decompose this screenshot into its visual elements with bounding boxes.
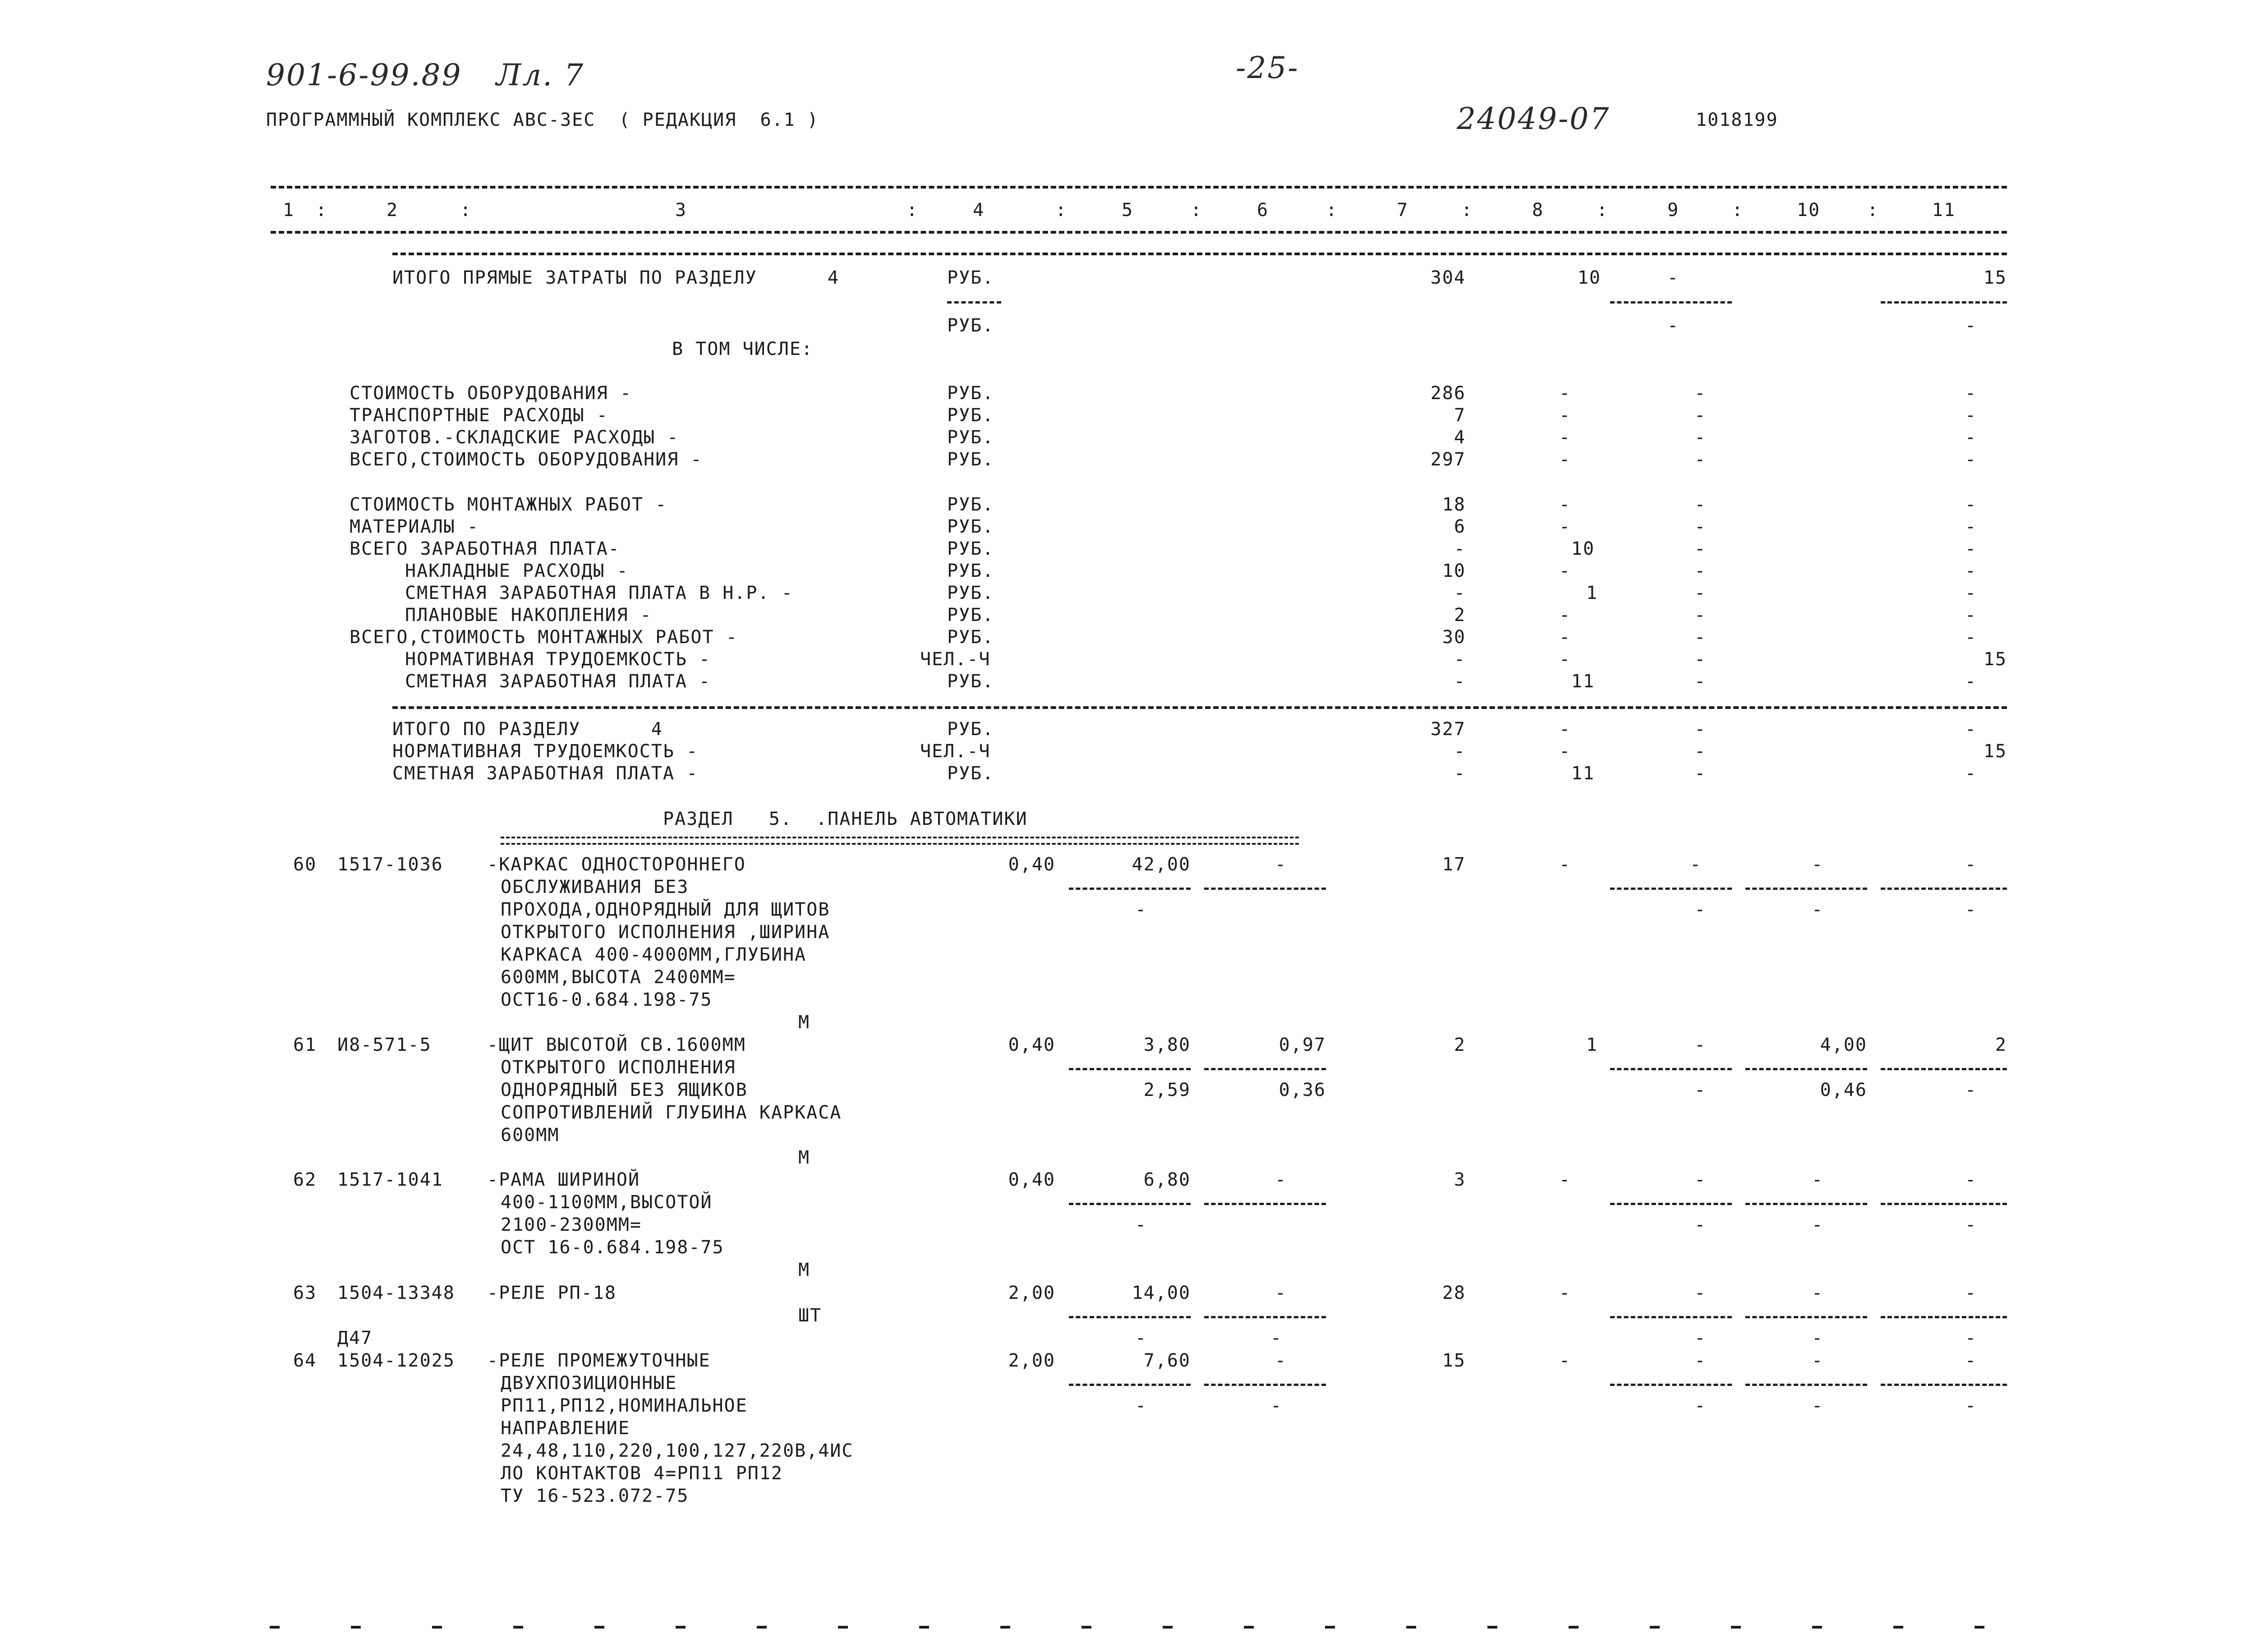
item-code: 1504-13348 bbox=[337, 1283, 455, 1303]
item-c5b: - bbox=[1135, 899, 1147, 920]
item-c9: - bbox=[1694, 1035, 1707, 1055]
subtotal-rule bbox=[1069, 888, 1191, 890]
item-number: 63 bbox=[293, 1283, 317, 1303]
summary-unit: ЧЕЛ.-Ч bbox=[920, 741, 991, 762]
item-c5: 42,00 bbox=[1132, 854, 1191, 875]
sheet-number: Лл. 7 bbox=[496, 58, 585, 92]
item-desc: 600ММ bbox=[501, 1125, 560, 1146]
item-c11b: - bbox=[1965, 1080, 1977, 1100]
item-c7: 17 bbox=[1442, 854, 1466, 875]
summary-c7: 30 bbox=[1442, 627, 1466, 648]
item-desc: ОДНОРЯДНЫЙ БЕЗ ЯЩИКОВ bbox=[501, 1080, 748, 1100]
item-desc: ЛО КОНТАКТОВ 4=РП11 РП12 bbox=[501, 1463, 783, 1484]
subtotal-rule bbox=[1881, 1384, 2007, 1386]
item-desc: -РЕЛЕ ПРОМЕЖУТОЧНЫЕ bbox=[487, 1350, 711, 1371]
perforation-dash bbox=[1163, 1626, 1173, 1629]
perforation-dash bbox=[270, 1626, 280, 1629]
summary-unit: РУБ. bbox=[947, 494, 994, 515]
header-bottom-rule bbox=[271, 231, 2007, 234]
item-c7: 3 bbox=[1454, 1169, 1466, 1190]
item-desc: -РЕЛЕ РП-18 bbox=[487, 1283, 617, 1303]
item-number: 61 bbox=[293, 1035, 317, 1055]
summary-c9: - bbox=[1694, 763, 1707, 784]
item-code: 1517-1041 bbox=[337, 1169, 443, 1190]
subtotal-rule bbox=[1610, 888, 1732, 890]
item-unit: ШТ bbox=[798, 1305, 822, 1326]
item-c10: - bbox=[1811, 1169, 1824, 1190]
summary-unit: РУБ. bbox=[947, 605, 994, 626]
summary-label: ВСЕГО,СТОИМОСТЬ ОБОРУДОВАНИЯ - bbox=[350, 449, 703, 470]
summary-c7: - bbox=[1454, 583, 1466, 603]
col-sep: : bbox=[316, 200, 328, 221]
item-c9b: - bbox=[1694, 1328, 1707, 1348]
perforation-dash bbox=[1650, 1626, 1660, 1629]
item-c11b: - bbox=[1965, 1328, 1977, 1348]
summary-c7: - bbox=[1454, 741, 1466, 762]
subtotal-rule bbox=[1204, 1203, 1326, 1205]
summary-c8: - bbox=[1559, 649, 1571, 670]
perforation-dash bbox=[1731, 1626, 1741, 1629]
summary-c8: 11 bbox=[1571, 763, 1595, 784]
doc-code: 901-6-99.89 bbox=[266, 58, 462, 92]
summary-label: ИТОГО ПО РАЗДЕЛУ 4 bbox=[392, 719, 663, 740]
summary-c11: - bbox=[1965, 627, 1977, 648]
summary-unit: РУБ. bbox=[947, 583, 994, 603]
summary-c9: - bbox=[1694, 719, 1707, 740]
summary-c9: - bbox=[1694, 427, 1707, 448]
summary-c9: - bbox=[1694, 649, 1707, 670]
summary-c8: 1 bbox=[1586, 583, 1598, 603]
item-desc: ТУ 16-523.072-75 bbox=[501, 1486, 689, 1506]
summary-c8: - bbox=[1559, 383, 1571, 404]
summary-c8: - bbox=[1559, 449, 1571, 470]
summary-c7: 286 bbox=[1430, 383, 1466, 404]
item-c6b: - bbox=[1270, 1395, 1283, 1416]
header-top-rule bbox=[271, 186, 2007, 189]
col-5: 5 bbox=[1121, 200, 1134, 221]
summary-unit: ЧЕЛ.-Ч bbox=[920, 649, 991, 670]
summary-c7: 6 bbox=[1454, 516, 1466, 537]
summary-unit: РУБ. bbox=[947, 671, 994, 692]
summary-c7: - bbox=[1454, 671, 1466, 692]
perforation-dash bbox=[838, 1626, 848, 1629]
summary-c9: - bbox=[1694, 561, 1707, 581]
summary-unit: РУБ. bbox=[947, 561, 994, 581]
col-9: 9 bbox=[1667, 200, 1680, 221]
subtotal-rule bbox=[1745, 888, 1867, 890]
item-extra-code: Д47 bbox=[337, 1328, 373, 1348]
section4-c8: 10 bbox=[1577, 267, 1601, 288]
subtotal-rule bbox=[1745, 1316, 1867, 1318]
summary-c7: 7 bbox=[1454, 405, 1466, 426]
item-c8: - bbox=[1559, 1283, 1571, 1303]
underline-c9 bbox=[1610, 301, 1732, 304]
item-code: 1517-1036 bbox=[337, 854, 443, 875]
summary-c7: 297 bbox=[1430, 449, 1466, 470]
perforation-dash bbox=[1893, 1626, 1903, 1629]
item-c6: - bbox=[1275, 1283, 1287, 1303]
summary-c9: - bbox=[1694, 671, 1707, 692]
subtotal-rule bbox=[1204, 1068, 1326, 1070]
subtotal-rule bbox=[1204, 1384, 1326, 1386]
summary-c9: - bbox=[1694, 516, 1707, 537]
item-c10b: - bbox=[1811, 1395, 1824, 1416]
summary-c9: - bbox=[1694, 449, 1707, 470]
item-desc: КАРКАСА 400-4000ММ,ГЛУБИНА bbox=[501, 944, 807, 965]
perforation-dash bbox=[1812, 1626, 1822, 1629]
subtotal-rule bbox=[1745, 1203, 1867, 1205]
perforation-dash bbox=[1569, 1626, 1579, 1629]
col-4: 4 bbox=[972, 200, 985, 221]
perforation-dash bbox=[919, 1626, 929, 1629]
item-c10: - bbox=[1811, 1350, 1824, 1371]
summary-c7: - bbox=[1454, 649, 1466, 670]
col-sep: : bbox=[1326, 200, 1338, 221]
summary-c11: 15 bbox=[1983, 649, 2007, 670]
item-c10b: - bbox=[1811, 899, 1824, 920]
item-desc: ОТКРЫТОГО ИСПОЛНЕНИЯ ,ШИРИНА bbox=[501, 922, 830, 943]
summary-c11: - bbox=[1965, 671, 1977, 692]
item-c11: - bbox=[1965, 1350, 1977, 1371]
summary-c11: - bbox=[1965, 405, 1977, 426]
perforation-dash bbox=[1082, 1626, 1091, 1629]
summary-unit: РУБ. bbox=[947, 719, 994, 740]
summary-c11: - bbox=[1965, 763, 1977, 784]
item-c9b: - bbox=[1694, 1395, 1707, 1416]
summary-c8: - bbox=[1559, 719, 1571, 740]
item-desc: НАПРАВЛЕНИЕ bbox=[501, 1418, 630, 1439]
col-sep: : bbox=[1461, 200, 1473, 221]
item-c5b: - bbox=[1135, 1328, 1147, 1348]
item-desc: 2100-2300ММ= bbox=[501, 1215, 642, 1235]
item-code: 1504-12025 bbox=[337, 1350, 455, 1371]
item-c5: 14,00 bbox=[1132, 1283, 1191, 1303]
summary-unit: РУБ. bbox=[947, 383, 994, 404]
item-c10b: - bbox=[1811, 1328, 1824, 1348]
section4-c7: 304 bbox=[1430, 267, 1466, 288]
item-c11: - bbox=[1965, 1169, 1977, 1190]
summary-c11: 15 bbox=[1983, 741, 2007, 762]
item-c9b: - bbox=[1694, 1215, 1707, 1235]
summary-label: ЗАГОТОВ.-СКЛАДСКИЕ РАСХОДЫ - bbox=[350, 427, 679, 448]
item-c9: - bbox=[1694, 1169, 1707, 1190]
subtotal-rule bbox=[1610, 1316, 1732, 1318]
summary-c7: 327 bbox=[1430, 719, 1466, 740]
subtotal-rule bbox=[1610, 1384, 1732, 1386]
section-start-rule bbox=[392, 253, 2007, 255]
summary-c11: - bbox=[1965, 719, 1977, 740]
perforation-dash bbox=[1000, 1626, 1010, 1629]
summary-unit: РУБ. bbox=[947, 538, 994, 559]
item-c11b: - bbox=[1965, 1395, 1977, 1416]
item-c11: - bbox=[1965, 854, 1977, 875]
summary-c9: - bbox=[1694, 605, 1707, 626]
registration-number: 1018199 bbox=[1696, 110, 1778, 130]
subtotal-rule bbox=[1204, 888, 1326, 890]
item-desc: ДВУХПОЗИЦИОННЫЕ bbox=[501, 1373, 677, 1394]
summary-unit: РУБ. bbox=[947, 516, 994, 537]
summary-c11: - bbox=[1965, 583, 1977, 603]
summary-label: МАТЕРИАЛЫ - bbox=[350, 516, 479, 537]
subtotal-rule bbox=[1069, 1384, 1191, 1386]
item-c5b: - bbox=[1135, 1395, 1147, 1416]
perforation-dash bbox=[594, 1626, 604, 1629]
item-unit: М bbox=[798, 1260, 810, 1280]
item-c5b: 2,59 bbox=[1143, 1080, 1191, 1100]
summary-c8: - bbox=[1559, 516, 1571, 537]
summary-label: ВСЕГО,СТОИМОСТЬ МОНТАЖНЫХ РАБОТ - bbox=[350, 627, 738, 648]
summary-c9: - bbox=[1694, 494, 1707, 515]
col-sep: : bbox=[1867, 200, 1879, 221]
item-c11: - bbox=[1965, 1283, 1977, 1303]
item-desc: -КАРКАС ОДНОСТОРОННЕГО bbox=[487, 854, 746, 875]
perforation-dash bbox=[1406, 1626, 1416, 1629]
summary-c7: 10 bbox=[1442, 561, 1466, 581]
summary-unit: РУБ. bbox=[947, 405, 994, 426]
subtotal-rule bbox=[1069, 1203, 1191, 1205]
item-c6b: 0,36 bbox=[1279, 1080, 1326, 1100]
perforation-dash bbox=[1974, 1626, 1984, 1629]
item-c7: 28 bbox=[1442, 1283, 1466, 1303]
item-desc: ОБСЛУЖИВАНИЯ БЕЗ bbox=[501, 877, 689, 897]
item-c4: 2,00 bbox=[1008, 1283, 1055, 1303]
summary-c7: 2 bbox=[1454, 605, 1466, 626]
section4-unit: РУБ. bbox=[947, 267, 994, 288]
item-number: 64 bbox=[293, 1350, 317, 1371]
perforation-dash bbox=[432, 1626, 442, 1629]
summary-unit: РУБ. bbox=[947, 427, 994, 448]
summary-unit: РУБ. bbox=[947, 449, 994, 470]
underline-c11 bbox=[1881, 301, 2007, 304]
section4-c9b: - bbox=[1667, 315, 1680, 336]
item-code: И8-571-5 bbox=[337, 1035, 432, 1055]
summary-c8: 11 bbox=[1571, 671, 1595, 692]
summary-unit: РУБ. bbox=[947, 763, 994, 784]
summary-c8: - bbox=[1559, 427, 1571, 448]
summary-c7: 4 bbox=[1454, 427, 1466, 448]
item-c6: - bbox=[1275, 1350, 1287, 1371]
item-unit: М bbox=[798, 1147, 810, 1168]
section4-c11: 15 bbox=[1983, 267, 2007, 288]
item-c10b: 0,46 bbox=[1820, 1080, 1867, 1100]
item-number: 60 bbox=[293, 854, 317, 875]
item-c6: 0,97 bbox=[1279, 1035, 1326, 1055]
item-c11b: - bbox=[1965, 1215, 1977, 1235]
summary-label: ТРАНСПОРТНЫЕ РАСХОДЫ - bbox=[350, 405, 608, 426]
item-desc: СОПРОТИВЛЕНИЙ ГЛУБИНА КАРКАСА bbox=[501, 1102, 842, 1123]
section4-c11b: - bbox=[1965, 315, 1977, 336]
item-number: 62 bbox=[293, 1169, 317, 1190]
summary-label: СМЕТНАЯ ЗАРАБОТНАЯ ПЛАТА - bbox=[405, 671, 711, 692]
subtotal-rule bbox=[1610, 1203, 1732, 1205]
col-sep: : bbox=[907, 200, 919, 221]
section4-unit2: РУБ. bbox=[947, 315, 994, 336]
item-c9: - bbox=[1689, 854, 1702, 875]
summary-label: ПЛАНОВЫЕ НАКОПЛЕНИЯ - bbox=[405, 605, 652, 626]
item-c6: - bbox=[1275, 1169, 1287, 1190]
subtotal-rule bbox=[1881, 1068, 2007, 1070]
col-sep: : bbox=[1055, 200, 1068, 221]
item-c10: - bbox=[1811, 854, 1824, 875]
summary-label: НОРМАТИВНАЯ ТРУДОЕМКОСТЬ - bbox=[392, 741, 699, 762]
item-desc: ОТКРЫТОГО ИСПОЛНЕНИЯ bbox=[501, 1057, 736, 1078]
item-c4: 0,40 bbox=[1008, 1035, 1055, 1055]
section4-direct-cost-label: ИТОГО ПРЯМЫЕ ЗАТРАТЫ ПО РАЗДЕЛУ 4 bbox=[392, 267, 840, 288]
summary-c11: - bbox=[1965, 383, 1977, 404]
item-desc: ОСТ16-0.684.198-75 bbox=[501, 989, 713, 1010]
item-c7: 2 bbox=[1454, 1035, 1466, 1055]
col-6: 6 bbox=[1256, 200, 1269, 221]
summary-c8: - bbox=[1559, 561, 1571, 581]
summary-c9: - bbox=[1694, 627, 1707, 648]
summary-c7: - bbox=[1454, 763, 1466, 784]
col-3: 3 bbox=[675, 200, 687, 221]
item-c5: 7,60 bbox=[1143, 1350, 1191, 1371]
item-desc: 24,48,110,220,100,127,220В,4ИС bbox=[501, 1440, 854, 1461]
item-c8: 1 bbox=[1586, 1035, 1598, 1055]
col-1: 1 bbox=[282, 200, 295, 221]
perforation-dash bbox=[676, 1626, 686, 1629]
summary-c11: - bbox=[1965, 605, 1977, 626]
item-c4: 2,00 bbox=[1008, 1350, 1055, 1371]
item-desc: РП11,РП12,НОМИНАЛЬНОЕ bbox=[501, 1395, 748, 1416]
subtotal-rule bbox=[1881, 1203, 2007, 1205]
item-c8: - bbox=[1559, 1169, 1571, 1190]
subtotal-rule bbox=[1610, 1068, 1732, 1070]
summary-c11: - bbox=[1965, 494, 1977, 515]
subtotal-rule bbox=[1881, 1316, 2007, 1318]
item-desc: ПРОХОДА,ОДНОРЯДНЫЙ ДЛЯ ЩИТОВ bbox=[501, 899, 830, 920]
summary-c9: - bbox=[1694, 405, 1707, 426]
summary-c7: 18 bbox=[1442, 494, 1466, 515]
summary-unit: РУБ. bbox=[947, 627, 994, 648]
col-sep: : bbox=[1732, 200, 1744, 221]
item-c9b: - bbox=[1694, 899, 1707, 920]
item-c8: - bbox=[1559, 854, 1571, 875]
subtotal-rule bbox=[1745, 1384, 1867, 1386]
perforation-dash bbox=[351, 1626, 361, 1629]
page-number: -25- bbox=[1236, 51, 1299, 85]
summary-c11: - bbox=[1965, 538, 1977, 559]
item-c5b: - bbox=[1135, 1215, 1147, 1235]
item-c5: 6,80 bbox=[1143, 1169, 1191, 1190]
summary-c8: 10 bbox=[1571, 538, 1595, 559]
col-sep: : bbox=[1597, 200, 1609, 221]
col-11: 11 bbox=[1932, 200, 1956, 221]
item-c10b: - bbox=[1811, 1215, 1824, 1235]
summary-c9: - bbox=[1694, 538, 1707, 559]
summary-c8: - bbox=[1559, 627, 1571, 648]
item-c10: - bbox=[1811, 1283, 1824, 1303]
underline-unit bbox=[947, 301, 1001, 304]
subtotal-rule bbox=[1069, 1068, 1191, 1070]
item-unit: М bbox=[798, 1012, 810, 1033]
item-c10: 4,00 bbox=[1820, 1035, 1867, 1055]
summary-c9: - bbox=[1694, 383, 1707, 404]
summary-label: СМЕТНАЯ ЗАРАБОТНАЯ ПЛАТА - bbox=[392, 763, 699, 784]
registration-stamp: 24049-07 bbox=[1457, 101, 1611, 136]
summary-label: ВСЕГО ЗАРАБОТНАЯ ПЛАТА- bbox=[350, 538, 620, 559]
summary-label: НАКЛАДНЫЕ РАСХОДЫ - bbox=[405, 561, 629, 581]
col-sep: : bbox=[1191, 200, 1203, 221]
including-label: В ТОМ ЧИСЛЕ: bbox=[672, 339, 813, 359]
item-c9b: - bbox=[1694, 1080, 1707, 1100]
perforation-dash bbox=[757, 1626, 767, 1629]
item-c6: - bbox=[1275, 854, 1287, 875]
item-desc: -ЩИТ ВЫСОТОЙ СВ.1600ММ bbox=[487, 1035, 746, 1055]
summary-c9: - bbox=[1694, 583, 1707, 603]
summary-c11: - bbox=[1965, 516, 1977, 537]
col-7: 7 bbox=[1396, 200, 1409, 221]
summary-c11: - bbox=[1965, 561, 1977, 581]
summary-label: СТОИМОСТЬ ОБОРУДОВАНИЯ - bbox=[350, 383, 632, 404]
summary-label: СМЕТНАЯ ЗАРАБОТНАЯ ПЛАТА В Н.Р. - bbox=[405, 583, 793, 603]
item-desc: ОСТ 16-0.684.198-75 bbox=[501, 1237, 724, 1258]
item-desc: 400-1100ММ,ВЫСОТОЙ bbox=[501, 1192, 713, 1213]
item-c7: 15 bbox=[1442, 1350, 1466, 1371]
section4-total-rule bbox=[392, 706, 2007, 709]
section4-c9: - bbox=[1667, 267, 1680, 288]
col-10: 10 bbox=[1796, 200, 1821, 221]
col-2: 2 bbox=[386, 200, 399, 221]
summary-c8: - bbox=[1559, 405, 1571, 426]
perforation-dash bbox=[1487, 1626, 1497, 1629]
item-c6b: - bbox=[1270, 1328, 1283, 1348]
perforation-dash bbox=[513, 1626, 523, 1629]
summary-label: НОРМАТИВНАЯ ТРУДОЕМКОСТЬ - bbox=[405, 649, 711, 670]
subtotal-rule bbox=[1204, 1316, 1326, 1318]
col-8: 8 bbox=[1532, 200, 1544, 221]
perforation-dash bbox=[1244, 1626, 1254, 1629]
item-c4: 0,40 bbox=[1008, 854, 1055, 875]
program-title: ПРОГРАММНЫЙ КОМПЛЕКС АВС-3ЕС ( РЕДАКЦИЯ 6.1 ) bbox=[266, 110, 819, 130]
subtotal-rule bbox=[1745, 1068, 1867, 1070]
item-c8: - bbox=[1559, 1350, 1571, 1371]
summary-c9: - bbox=[1694, 741, 1707, 762]
subtotal-rule bbox=[1069, 1316, 1191, 1318]
item-c9: - bbox=[1694, 1350, 1707, 1371]
summary-c8: - bbox=[1559, 494, 1571, 515]
summary-c11: - bbox=[1965, 427, 1977, 448]
perforation-dash bbox=[1325, 1626, 1335, 1629]
col-sep: : bbox=[460, 200, 472, 221]
item-c9: - bbox=[1694, 1283, 1707, 1303]
summary-c7: - bbox=[1454, 538, 1466, 559]
item-c4: 0,40 bbox=[1008, 1169, 1055, 1190]
item-c5: 3,80 bbox=[1143, 1035, 1191, 1055]
section5-double-rule bbox=[501, 837, 1299, 845]
item-desc: 600ММ,ВЫСОТА 2400ММ= bbox=[501, 967, 736, 988]
item-c11: 2 bbox=[1995, 1035, 2007, 1055]
subtotal-rule bbox=[1881, 888, 2007, 890]
section5-title: РАЗДЕЛ 5. .ПАНЕЛЬ АВТОМАТИКИ bbox=[663, 809, 1028, 829]
summary-c8: - bbox=[1559, 605, 1571, 626]
summary-label: СТОИМОСТЬ МОНТАЖНЫХ РАБОТ - bbox=[350, 494, 667, 515]
item-desc: -РАМА ШИРИНОЙ bbox=[487, 1169, 640, 1190]
summary-c11: - bbox=[1965, 449, 1977, 470]
summary-c8: - bbox=[1559, 741, 1571, 762]
item-c11b: - bbox=[1965, 899, 1977, 920]
